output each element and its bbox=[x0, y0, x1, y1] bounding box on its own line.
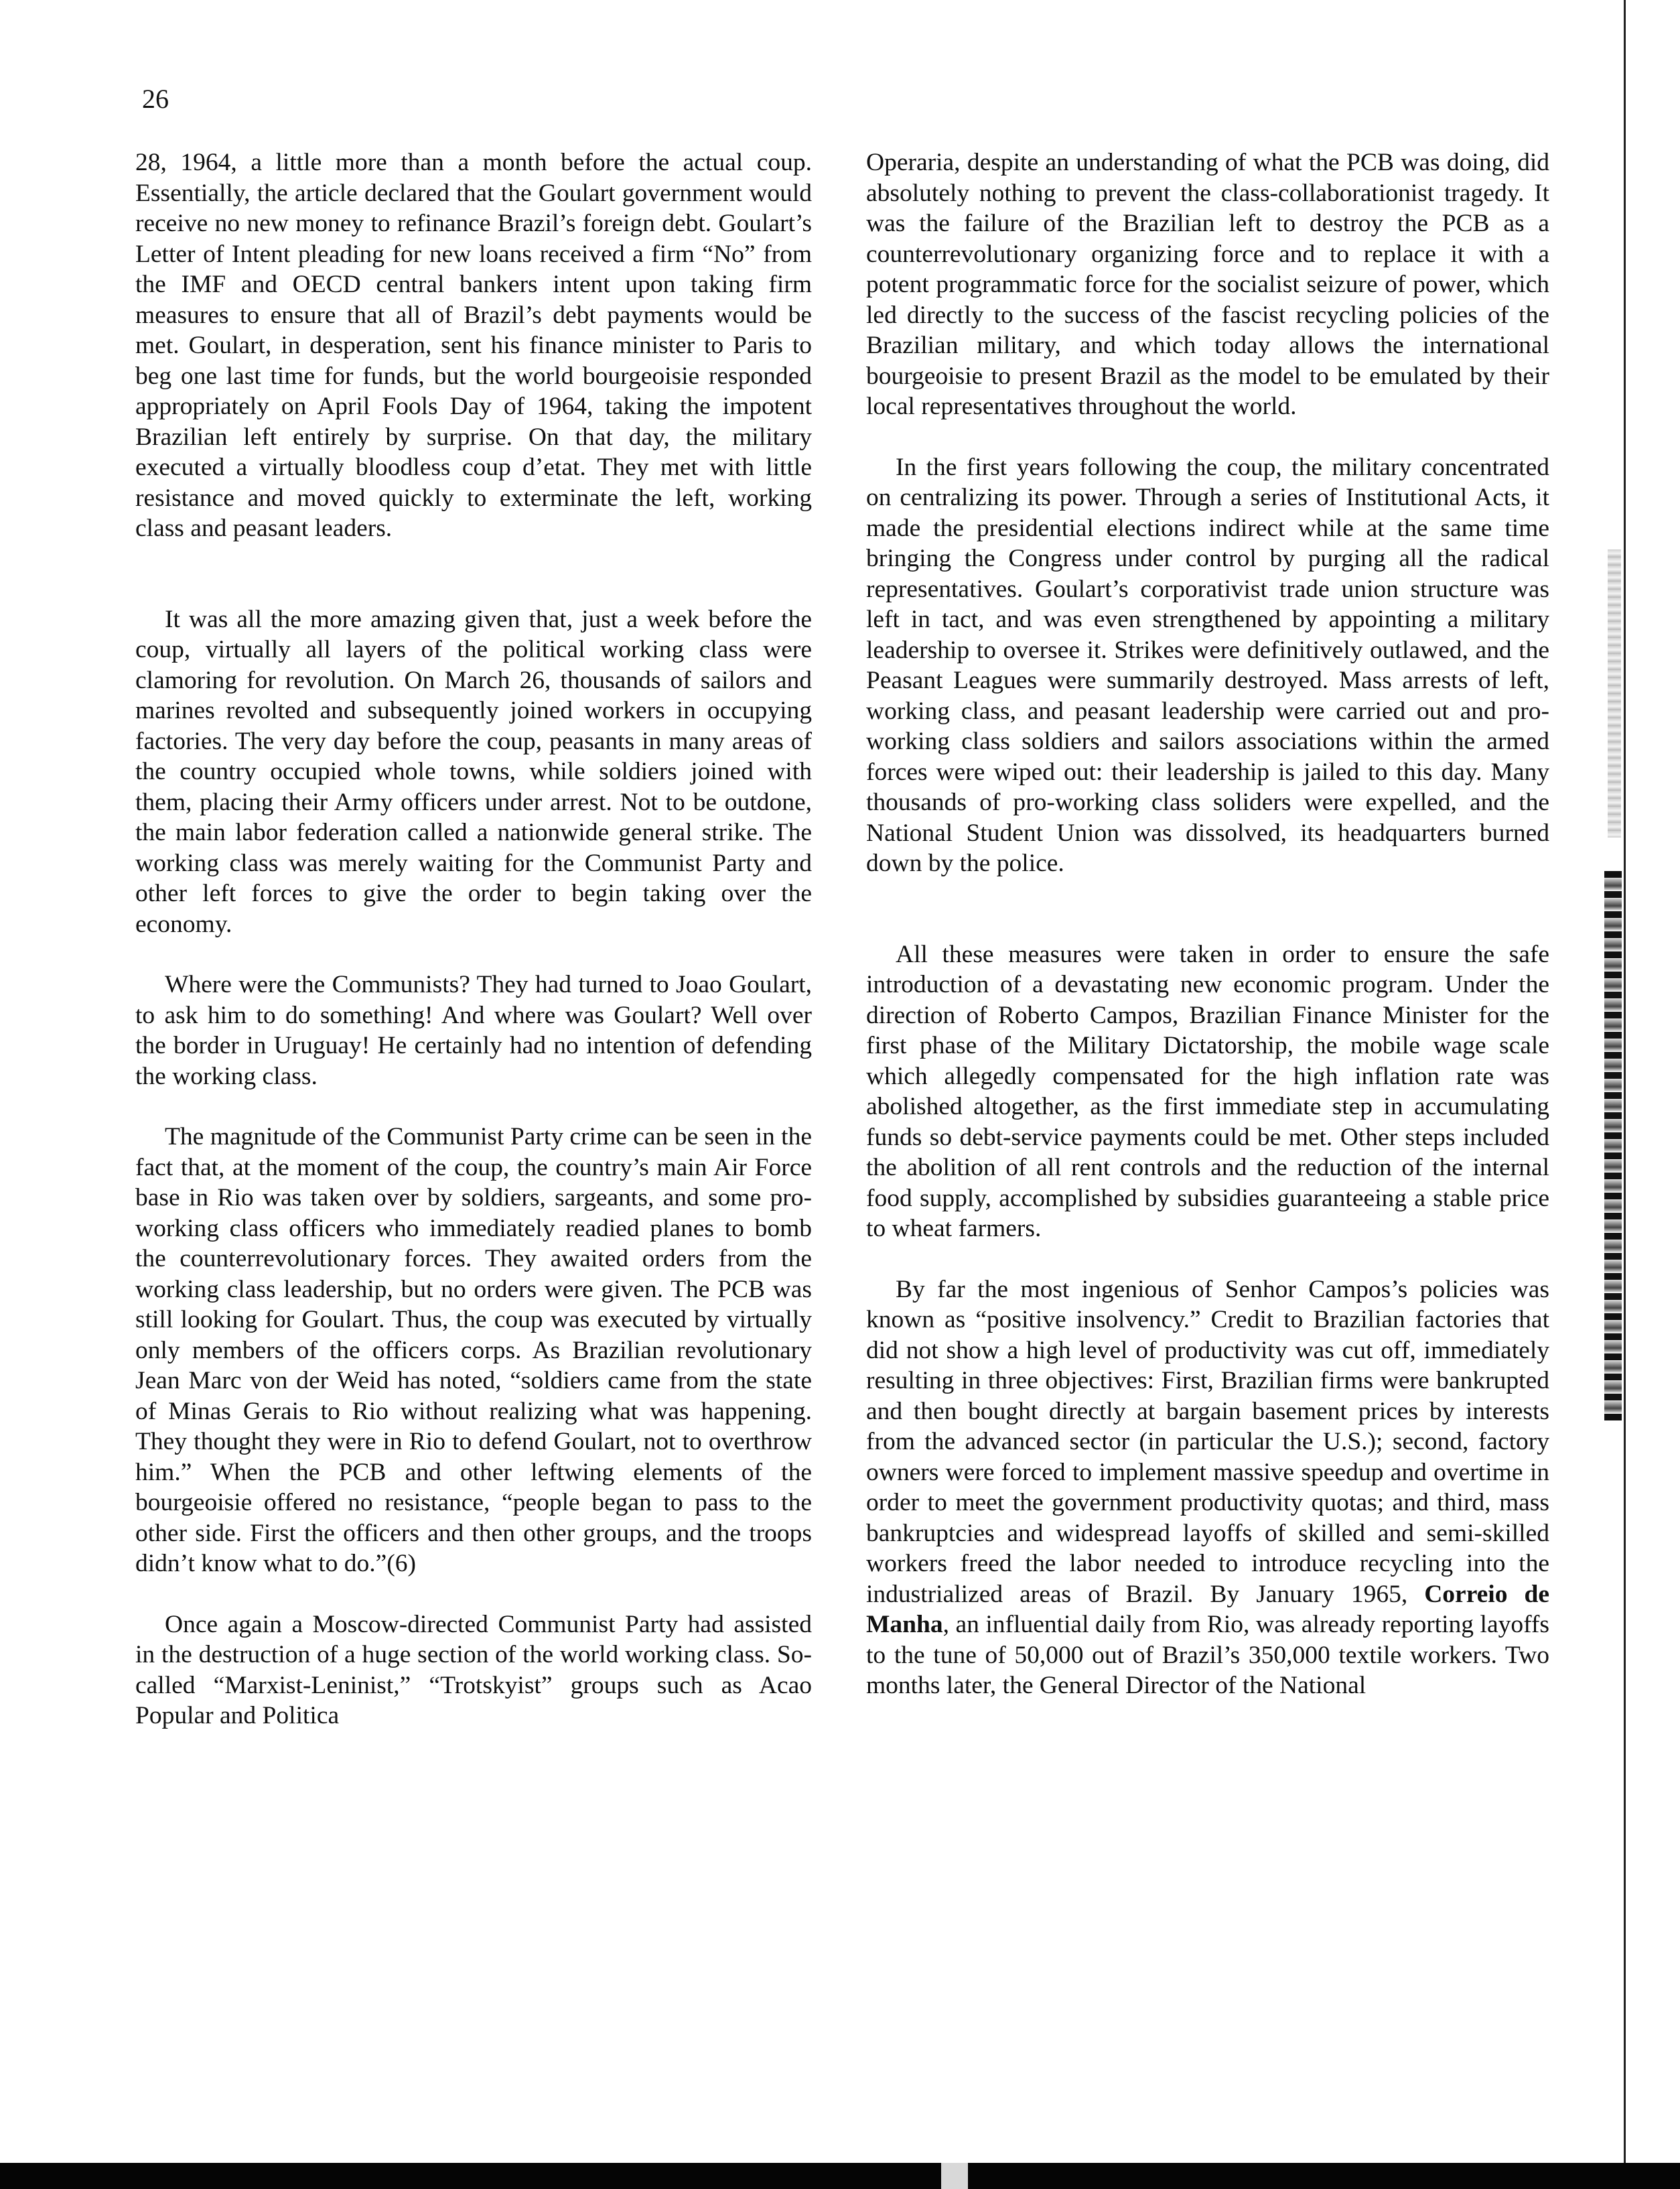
scan-bottom-bar-gap bbox=[941, 2163, 968, 2189]
newspaper-name: Correio de Manha bbox=[866, 1580, 1549, 1638]
paragraph: Once again a Moscow-directed Communist Party had assisted in the destruction of a huge section of the world working class. So-called “Marxist-Leninist,” “Trotskyist” groups such as Acao Popular and Politica bbox=[135, 1610, 812, 1729]
paragraph: It was all the more amazing given that, just a week before the coup, virtually all layers of the political working class were clamoring for revolution. On March 26, thousands of sailors and marines revolted and subsequently joined workers in occupying factories. The very day before the coup, peasants in many areas of the country occupied whole towns, while soldiers joined with them, placing their Army officers under arrest. Not to be outdone, the main labor federation called a nationwide general strike. The working class was merely waiting for the Communist Party and other left forces to give the order to begin taking over the economy. bbox=[135, 605, 812, 938]
paragraph: All these measures were taken in order to ensure the safe introduction of a devastating new economic program. Under the direction of Roberto Campos, Brazilian Finance Minister for the first phase of the Military Dictatorship, the mobile wage scale which allegedly compensated for the high inflation rate was abolished altogether, as the first immediate step in accumulating funds so debt-service payments could be met. Other steps included the abolition of all rent controls and the reduction of the internal food supply, accomplished by subsidies guaranteeing a stable price to wheat farmers. bbox=[866, 940, 1549, 1242]
paragraph: In the first years following the coup, the military concentrated on centralizing its power. Through a series of Institutional Acts, it made the presidential elections indirect while at the same time bringing the Congress under control by purging all the radical representatives. Goulart’s corporativist trade union structure was left in tact, and was even strengthened by appointing a military leadership to oversee it. Strikes were definitively outlawed, and the Peasant Leagues were summarily destroyed. Mass arrests of left, working class, and peasant leadership were carried out and pro-working class soldiers and sailors associations within the armed forces were wiped out: their leadership is jailed to this day. Many thousands of pro-working class soliders were expelled, and the National Student Union was dissolved, its headquarters burned down by the police. bbox=[866, 453, 1549, 877]
page-number: 26 bbox=[142, 84, 169, 114]
right-column bbox=[866, 147, 1549, 1701]
paragraph: 28, 1964, a little more than a month before the actual coup. Essentially, the article declared that the Goulart government would receive no new money to refinance Brazil’s foreign debt. Goulart’s Letter of Intent pleading for new loans received a firm “No” from the IMF and OECD central bankers intent upon taking firm measures to ensure that all of Brazil’s debt payments would be met. Goulart, in desperation, sent his finance minister to Paris to beg one last time for funds, but the world bourgeoisie responded appropriately on April Fools Day of 1964, taking the impotent Brazilian left entirely by surprise. On that day, the military executed a virtually bloodless coup d’etat. They met with little resistance and moved quickly to exterminate the left, working class and peasant leaders. bbox=[135, 149, 812, 542]
scan-edge-shading bbox=[1608, 549, 1621, 838]
paragraph: The magnitude of the Communist Party crime can be seen in the fact that, at the moment of the coup, the country’s main Air Force base in Rio was taken over by soldiers, sargeants, and some pro-working class officers who immediately readied planes to bomb the counterrevolutionary forces. They awaited orders from the working class leadership, but no orders were given. The PCB was still looking for Goulart. Thus, the coup was executed by virtually only members of the officers corps. As Brazilian revolutionary Jean Marc von der Weid has noted, “soldiers came from the state of Minas Gerais to Rio without realizing what was happening. They thought they were in Rio to defend Goulart, not to overthrow him.” When the PCB and other leftwing elements of the bourgeoisie offered no resistance, “people began to pass to the other side. First the officers and then other groups, and the troops didn’t know what to do.”(6) bbox=[135, 1123, 812, 1577]
paragraph bbox=[866, 1274, 1549, 1701]
paragraph: Where were the Communists? They had turned to Joao Goulart, to ask him to do something! And where was Goulart? Well over the border in Uruguay! He certainly had no intention of defending the working class. bbox=[135, 971, 812, 1090]
scan-edge-rule bbox=[1624, 0, 1626, 2189]
scan-edge-marks bbox=[1604, 871, 1622, 1420]
scan-bottom-bar bbox=[0, 2163, 1680, 2189]
paragraph-text: By far the most ingenious of Senhor Campos’s policies was known as “positive insolvency.” Credit to Brazilian factories that did not show a high level of productivity was cut off, immediately resulting in three objectives: First, Brazilian firms were bankrupted and then bought directly at bargain basement prices by interests from the advanced sector (in particular the U.S.); second, factory owners were forced to implement massive speedup and overtime in order to meet the government productivity quotas; and third, mass bankruptcies and widespread layoffs of skilled and semi-skilled workers freed the labor needed to introduce recycling into the industrialized areas of Brazil. By January 1965, bbox=[866, 1275, 1549, 1608]
left-column bbox=[135, 147, 812, 1731]
paragraph: Operaria, despite an understanding of what the PCB was doing, did absolutely nothing to prevent the class-collaborationist tragedy. It was the failure of the Brazilian left to destroy the PCB as a counterrevolutionary organizing force and to replace it with a potent programmatic force for the socialist seizure of power, which led directly to the success of the fascist recycling policies of the Brazilian military, and which today allows the international bourgeoisie to present Brazil as the model to be emulated by their local representatives throughout the world. bbox=[866, 149, 1549, 420]
paragraph-text: , an influential daily from Rio, was already reporting layoffs to the tune of 50,000 out of Brazil’s 350,000 textile workers. Two months later, the General Director of the National bbox=[866, 1611, 1549, 1699]
